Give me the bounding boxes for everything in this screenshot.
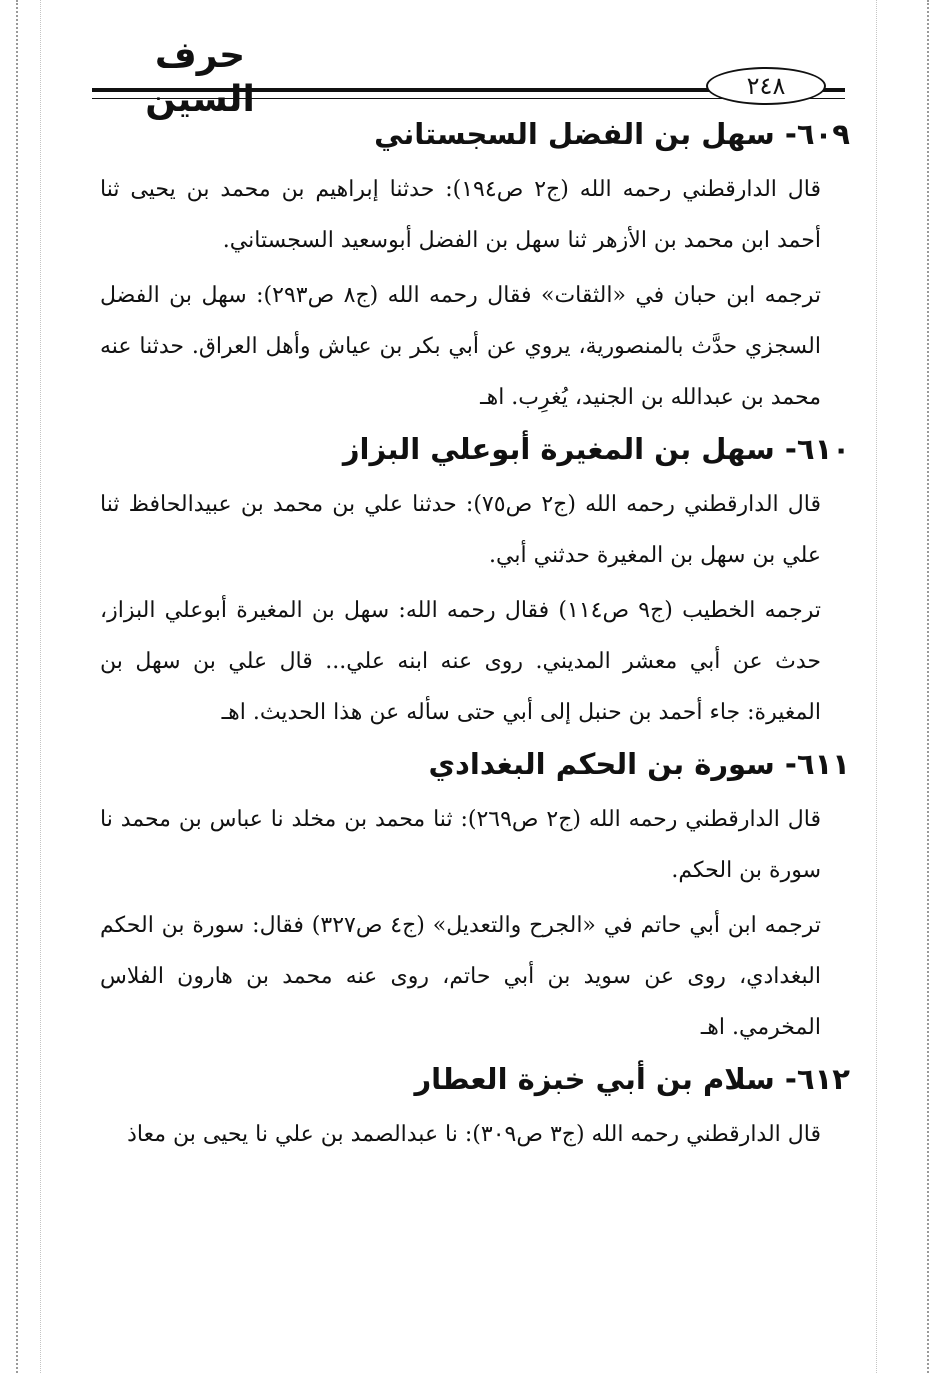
page-number: ٢٤٨ (706, 67, 826, 105)
entry-heading: ٦٠٩- سهل بن الفضل السجستاني (374, 117, 850, 151)
entry-609 (100, 112, 850, 423)
entry-611 (100, 742, 850, 1053)
chapter-title: حرف السين (145, 35, 255, 120)
entry-heading: ٦١١- سورة بن الحكم البغدادي (428, 747, 850, 781)
entry-paragraph: قال الدارقطني رحمه الله (ج٢ ص٧٥): حدثنا علي بن محمد بن عبيدالحافظ ثنا علي بن سهل بن المغيرة حدثني أبي. (100, 492, 821, 568)
entry-paragraph: قال الدارقطني رحمه الله (ج٢ ص١٩٤): حدثنا إبراهيم بن محمد بن يحيى ثنا أحمد ابن محمد بن الأزهر ثنا سهل بن الفضل أبوسعيد السجستاني. (100, 177, 822, 253)
entry-heading: ٦١٢- سلام بن أبي خبزة العطار (414, 1062, 850, 1096)
entry-612 (100, 1057, 850, 1160)
entry-paragraph: ترجمه ابن حبان في «الثقات» فقال رحمه الله (ج٨ ص٢٩٣): سهل بن الفضل السجزي حدَّث بالمنصورية، يروي عن أبي بكر بن عياش وأهل العراق. حدثنا عنه محمد بن عبدالله بن الجنيد، يُغرِب. اهـ (100, 283, 821, 410)
entry-paragraph: ترجمه ابن أبي حاتم في «الجرح والتعديل» (ج٤ ص٣٢٧) فقال: سورة بن الحكم البغدادي، روى عن سويد بن أبي حاتم، روى عنه محمد بن هارون الفلاس المخرمي. اهـ (100, 913, 822, 1040)
right-margin-dotted-line-inner (876, 0, 877, 1373)
right-margin-dotted-line (927, 0, 929, 1373)
entry-paragraph: ترجمه الخطيب (ج٩ ص١١٤) فقال رحمه الله: سهل بن المغيرة أبوعلي البزاز، حدث عن أبي معشر المديني. روى عنه ابنه علي... قال علي بن سهل بن المغيرة: جاء أحمد بن حنبل إلى أبي حتى سأله عن هذا الحديث. اهـ (100, 598, 821, 725)
left-margin-dotted-line (16, 0, 18, 1373)
entry-heading: ٦١٠- سهل بن المغيرة أبوعلي البزاز (342, 432, 850, 466)
entry-610 (100, 427, 850, 738)
left-margin-dotted-line-inner (40, 0, 41, 1373)
entry-paragraph: قال الدارقطني رحمه الله (ج٣ ص٣٠٩): نا عبدالصمد بن علي نا يحيى بن معاذ (127, 1122, 821, 1147)
entry-paragraph: قال الدارقطني رحمه الله (ج٢ ص٢٦٩): ثنا محمد بن مخلد نا عباس بن محمد نا سورة بن الحكم. (100, 807, 822, 883)
page-body (100, 112, 850, 1164)
